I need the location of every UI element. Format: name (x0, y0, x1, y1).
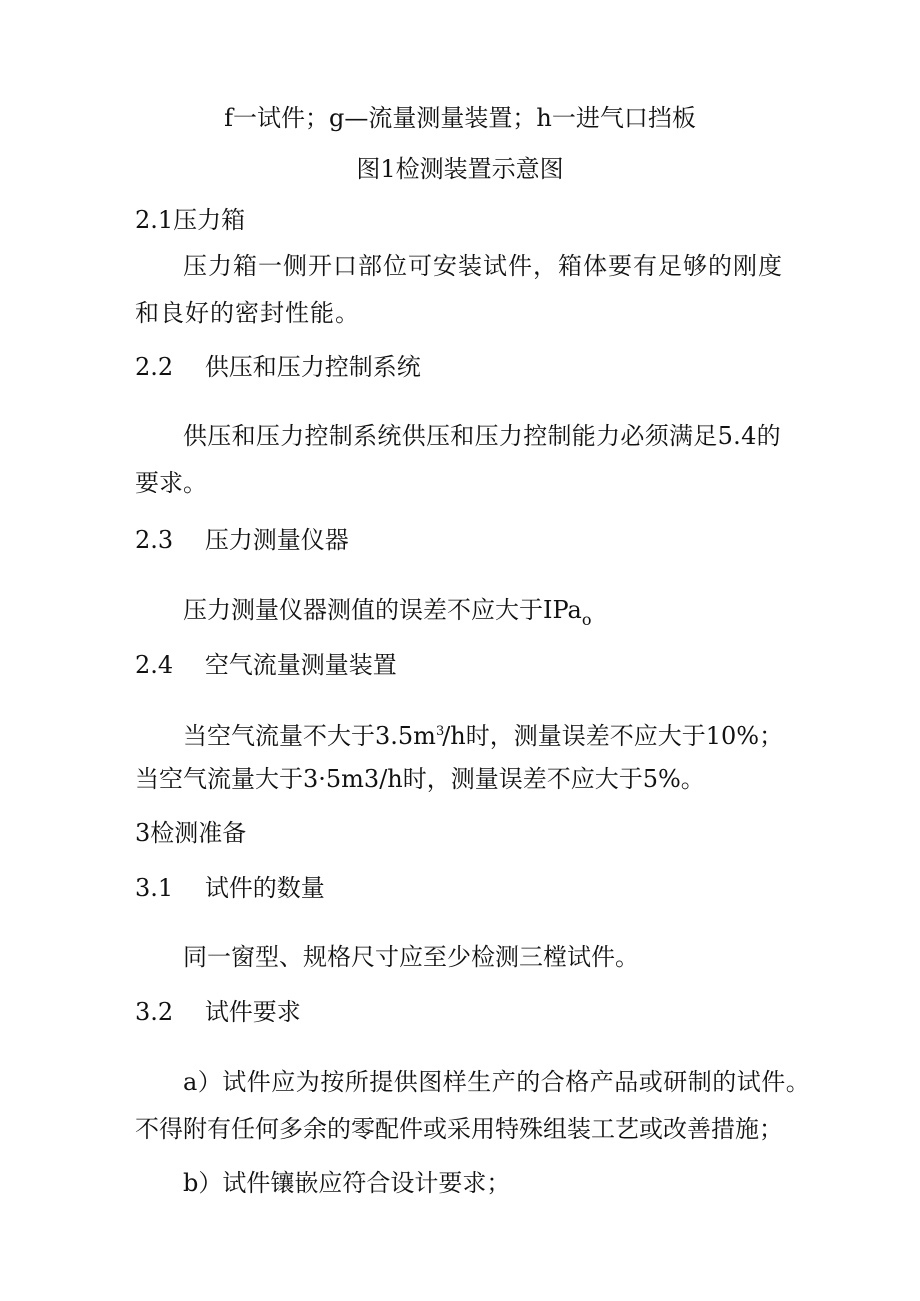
paragraph-3-1: 同一窗型、规格尺寸应至少检测三樘试件。 (183, 943, 639, 971)
heading-2-2-title: 供压和压力控制系统 (204, 353, 421, 381)
figure-caption: 图1检测装置示意图 (356, 155, 564, 183)
paragraph-2-4-line1 (183, 717, 783, 751)
list-item-a-line1: a）试件应为按所提供图样生产的合格产品或研制的试件。 (183, 1068, 811, 1096)
heading-2-2-number: 2.2 (135, 353, 174, 381)
heading-2-3-number: 2.3 (135, 526, 174, 554)
paragraph-2-1-line2: 和良好的密封性能。 (135, 299, 360, 327)
heading-2-3-title: 压力测量仪器 (204, 526, 349, 554)
paragraph-2-1-line1: 压力箱一侧开口部位可安装试件，箱体要有足够的刚度 (183, 252, 783, 280)
heading-2-1: 2.1压力箱 (135, 206, 246, 234)
paragraph-2-2-line1: 供压和压力控制系统供压和压力控制能力必须满足5.4的 (183, 422, 781, 450)
heading-3-2 (135, 997, 301, 1027)
heading-3: 3检测准备 (135, 819, 247, 847)
heading-3-2-number: 3.2 (135, 998, 174, 1026)
heading-3-1 (135, 873, 325, 903)
heading-2-3 (135, 525, 349, 555)
heading-2-4-number: 2.4 (135, 651, 174, 679)
figure-legend: f一试件；g—流量测量装置；h一进气口挡板 (224, 104, 696, 132)
heading-2-4 (135, 650, 397, 680)
paragraph-2-3-subscript: o (581, 610, 592, 629)
paragraph-2-3-main: 压力测量仪器测值的误差不应大于IPa (183, 596, 582, 624)
heading-3-1-number: 3.1 (135, 874, 174, 902)
paragraph-2-3 (183, 595, 592, 635)
list-item-a-line2: 不得附有任何多余的零配件或采用特殊组装工艺或改善措施； (135, 1115, 783, 1143)
heading-3-2-title: 试件要求 (204, 998, 301, 1026)
paragraph-2-2-line2: 要求。 (135, 469, 207, 497)
list-item-b: b）试件镶嵌应符合设计要求； (183, 1169, 511, 1197)
heading-2-4-title: 空气流量测量装置 (204, 651, 397, 679)
paragraph-2-4-superscript: 3 (435, 724, 443, 739)
paragraph-2-4-line1-start: 当空气流量不大于3.5m (183, 722, 436, 750)
paragraph-2-4-line1-end: /h时，测量误差不应大于10%； (442, 722, 784, 750)
paragraph-2-4-line2: 当空气流量大于3·5m3/h时，测量误差不应大于5%。 (135, 765, 705, 793)
heading-2-2 (135, 352, 421, 382)
heading-3-1-title: 试件的数量 (204, 874, 325, 902)
